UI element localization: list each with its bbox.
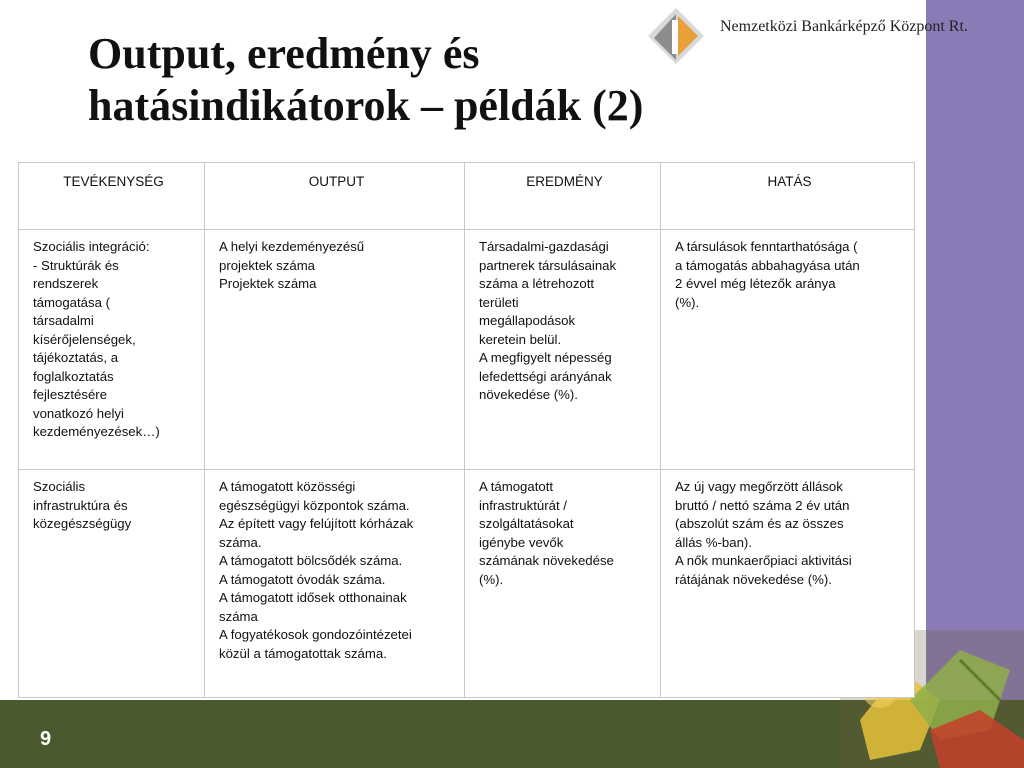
cell-text-line: rendszerek [33, 276, 99, 291]
cell-text-line: vonatkozó helyi [33, 405, 124, 421]
cell-text-line: A nők munkaerőpiaci aktivitási [675, 553, 852, 569]
cell-text-line: Szociális integráció: [33, 239, 150, 254]
cell-text-line: Az új vagy megőrzött állások [675, 479, 843, 495]
cell-text-line: (%). [675, 294, 700, 310]
slide-title-line: Output, eredmény és [88, 29, 480, 78]
cell-text-line: A támogatott bölcsődék száma. [219, 553, 403, 569]
organization-name: Nemzetközi Bankárképző Központ Rt. [720, 18, 968, 35]
cell-text-line: Projektek száma [219, 276, 317, 291]
cell-text-line: Társadalmi-gazdasági [479, 239, 609, 254]
cell-text-line: közül a támogatottak száma. [219, 645, 387, 661]
cell-text-line: - Struktúrák és [33, 257, 119, 273]
cell-text-line: növekedése (%). [479, 387, 578, 402]
cell-text-line: Az épített vagy felújított kórházak [219, 516, 414, 532]
cell-text-line: száma. [219, 534, 262, 550]
cell-text-line: A támogatott óvodák száma. [219, 571, 386, 587]
cell-text-line: rátájának növekedése (%). [675, 571, 832, 587]
cell-text-line: (abszolút szám és az összes [675, 516, 844, 532]
cell-text-line: állás %-ban). [675, 534, 752, 550]
cell-text-line: A támogatott [479, 479, 554, 495]
cell-text-line: infrastruktúra és [33, 497, 128, 513]
cell-text-line: kísérőjelenségek, [33, 331, 136, 347]
cell-text-line: igénybe vevők [479, 534, 564, 550]
cell-text-line: száma a létrehozott [479, 276, 595, 291]
cell-text-line: területi [479, 294, 519, 310]
slide-title [88, 28, 808, 132]
table-row [19, 470, 915, 698]
impact-cell [661, 470, 915, 698]
cell-text-line: lefedettségi arányának [479, 368, 612, 384]
result-cell [465, 230, 661, 470]
cell-text-line: A helyi kezdeményezésű [219, 239, 365, 254]
cell-text-line: (%). [479, 571, 504, 587]
table-body [19, 230, 915, 698]
table-row [19, 230, 915, 470]
table-header-row [19, 163, 915, 230]
cell-text-line: A támogatott közösségi [219, 479, 356, 495]
cell-text-line: keretein belül. [479, 331, 562, 347]
cell-text-line: 2 évvel még létezők aránya [675, 276, 836, 291]
cell-text-line: kezdeményezések…) [33, 424, 160, 439]
cell-text-line: A megfigyelt népesség [479, 350, 612, 365]
indicators-table [18, 162, 915, 698]
cell-text-line: A fogyatékosok gondozóintézetei [219, 627, 412, 643]
activity-cell [19, 470, 205, 698]
header-result: EREDMÉNY [465, 163, 661, 230]
output-cell [205, 470, 465, 698]
cell-text-line: projektek száma [219, 257, 316, 273]
cell-text-line: számának növekedése [479, 553, 614, 569]
slide-title-line: hatásindikátorok – példák (2) [88, 81, 644, 130]
cell-text-line: partnerek társulásainak [479, 257, 617, 273]
header-impact: HATÁS [661, 163, 915, 230]
header-output: OUTPUT [205, 163, 465, 230]
cell-text-line: közegészségügy [33, 516, 132, 532]
cell-text-line: Szociális [33, 479, 86, 495]
cell-text-line: száma [219, 608, 258, 624]
output-cell [205, 230, 465, 470]
cell-text-line: megállapodások [479, 313, 576, 328]
impact-cell [661, 230, 915, 470]
cell-text-line: fejlesztésére [33, 387, 108, 402]
cell-text-line: a támogatás abbahagyása után [675, 257, 860, 273]
cell-text-line: támogatása ( [33, 294, 110, 310]
cell-text-line: A társulások fenntarthatósága ( [675, 239, 858, 254]
cell-text-line: bruttó / nettó száma 2 év után [675, 497, 850, 513]
header-activity: TEVÉKENYSÉG [19, 163, 205, 230]
cell-text-line: egészségügyi központok száma. [219, 497, 410, 513]
cell-text-line: tájékoztatás, a [33, 350, 119, 365]
cell-text-line: A támogatott idősek otthonainak [219, 590, 407, 606]
result-cell [465, 470, 661, 698]
page-number: 9 [40, 728, 52, 750]
activity-cell [19, 230, 205, 470]
cell-text-line: társadalmi [33, 313, 94, 328]
cell-text-line: foglalkoztatás [33, 368, 114, 384]
cell-text-line: szolgáltatásokat [479, 516, 574, 532]
cell-text-line: infrastruktúrát / [479, 497, 567, 513]
